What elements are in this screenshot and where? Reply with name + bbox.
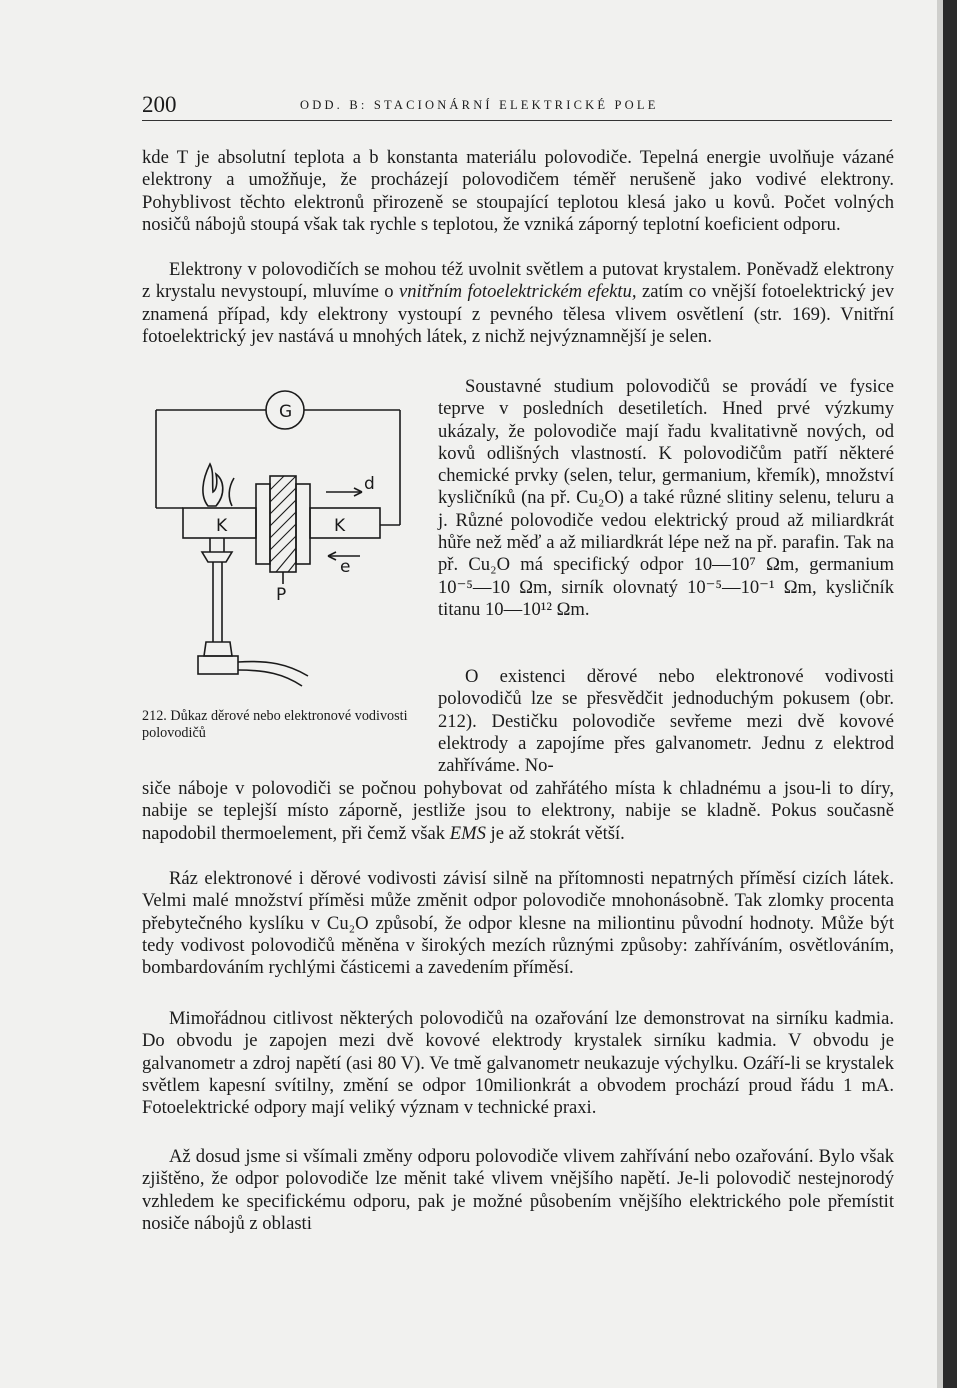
paragraph-impurities: Ráz elektronové i děrové vodivosti závisí silně na přítomnosti nepatrných příměsí cizích látek. Velmi malé množství příměsi může změnit odpor polovodiče mnohonásobně. Tak zlomky procenta přebytečného kyslíku v Cu₂O způsobí, že odpor klesne na miliontinu původní hodnoty. Může být tedy vodivost polovodičů měněna v širokých mezích různými způsoby: zahříváním, osvětlováním, bombardováním rychlými částicemi a zavedením příměsí.: [142, 868, 894, 979]
caption-number: 212.: [142, 708, 167, 724]
paragraph-experiment-continued: [142, 778, 894, 845]
plate-hatching: [270, 476, 296, 572]
figure-caption: [142, 708, 420, 742]
text: zatím co vnější fotoelektrický jev znamená případ, kdy elektrony vystoupí z pevného tělesa vlivem osvětlení (str. 169). Vnitřní fotoelektrický jev nastává u mnohých látek, z nichž nejvýznamnější je selen.: [142, 281, 894, 347]
label-P: P: [276, 585, 287, 605]
caption-text: Důkaz děrové nebo elektronové vodivosti polovodičů: [142, 708, 408, 741]
paragraph-photoelectric: [142, 259, 894, 348]
flame-wisp: [229, 478, 234, 506]
label-K-right: K: [334, 516, 346, 536]
paragraph-experiment-start: O existenci děrové nebo elektronové vodivosti polovodičů lze se přesvědčit jednoduchým pokusem (obr. 212). Destičku polovodiče sevřeme mezi dvě kovové elektrody a zapojíme přes galvanometr. Jednu z elektrod zahříváme. No-: [438, 666, 894, 777]
text: je až stokrát větší.: [485, 822, 625, 844]
clamp-left: [256, 484, 270, 564]
burner-collar: [204, 642, 232, 656]
paragraph-temperature: kde T je absolutní teplota a b konstanta materiálu polovodiče. Tepelná energie uvolňuje vázané elektrony a umožňuje, že procházejí polovodičem téměř nerušeně jako vodivé elektrony. Pohyblivost těchto elektronů přirozeně se stoupající teplotou klesá jako u kovů. Počet volných nosičů nábojů stoupá však tak rychle s teplotou, že vzniká záporný teplotní koeficient odporu.: [142, 147, 894, 235]
clamp-right: [296, 484, 310, 564]
label-d: d: [364, 474, 375, 494]
label-e: e: [340, 557, 351, 577]
text: siče náboje v polovodiči se počnou pohybovat od zahřátého místa k chladnému a jsou-li to díry, nabije se teplejší místo záporně, jestliže jsou to elektrony, nabije se kladně. Pokus současně napodobil thermoelement, při čemž však: [142, 778, 894, 844]
italic-ems: EMS: [449, 822, 486, 844]
figure-212-circuit: [138, 380, 430, 705]
burner-head: [202, 552, 232, 562]
label-G: G: [279, 402, 293, 422]
running-title: ODD. B: STACIONÁRNÍ ELEKTRICKÉ POLE: [300, 98, 659, 112]
paragraph-semiconductor-study: Soustavné studium polovodičů se provádí ve fysice teprve v posledních desetiletích. Hned prvé výzkumy ukázaly, že polovodiče mají řadu kvalitativně nových, od kovů odlišných vlastností. K polovodičům patří některé chemické prvky (selen, telur, germanium, křemík), množství kysličníků (na př. Cu₂O) a také různé slitiny selenu, teluru a j. Různé polovodiče vedou elektrický proud až miliardkrát hůře než měď a až miliardkrát lépe než na př. parafin. Tak na př. Cu₂O má specifický odpor 10—10⁷ Ωm, germanium 10⁻⁵—10 Ωm, sirník olovnatý 10⁻⁵—10⁻¹ Ωm, kysličník titanu 10—10¹² Ωm.: [438, 376, 894, 620]
page-number: 200: [142, 92, 177, 117]
page-header: [142, 92, 892, 121]
burner-base: [198, 656, 238, 674]
binding-edge: [943, 0, 957, 1388]
flame: [203, 464, 223, 506]
paragraph-voltage: Až dosud jsme si všímali změny odporu polovodiče vlivem zahřívání nebo ozařování. Bylo však zjištěno, že odpor polovodiče lze měnit také vlivem vnějšího napětí. Je-li polovodič nestejnorodý vzhledem ke specifickému odporu, pak je možné působením vnějšího elektrického pole přemístit nosiče nábojů z oblasti: [142, 1146, 894, 1234]
text: Elektrony v polovodičích se mohou též uvolnit světlem a putovat krystalem. Poněvadž elektrony z krystalu nevystoupí, mluvíme o: [142, 259, 894, 303]
paragraph-cadmium-sulfide: Mimořádnou citlivost některých polovodičů na ozařování lze demonstrovat na sirníku kadmia. Do obvodu je zapojen mezi dvě kovové elektrody krystalek sirníku kadmia. V obvodu je galvanometr a zdroj napětí (asi 80 V). Ve tmě galvanometr neukazuje výchylku. Ozáří-li se krystalek světlem kapesní svítilny, změní se odpor 10milionkrát a obvodem prochází proud řádu 1 mA. Fotoelektrické odpory mají veliký význam v technické praxi.: [142, 1008, 894, 1119]
italic-term: vnitřním fotoelektrickém efektu,: [399, 281, 637, 303]
gas-hose-bottom: [238, 670, 302, 686]
label-K-left: K: [216, 516, 228, 536]
